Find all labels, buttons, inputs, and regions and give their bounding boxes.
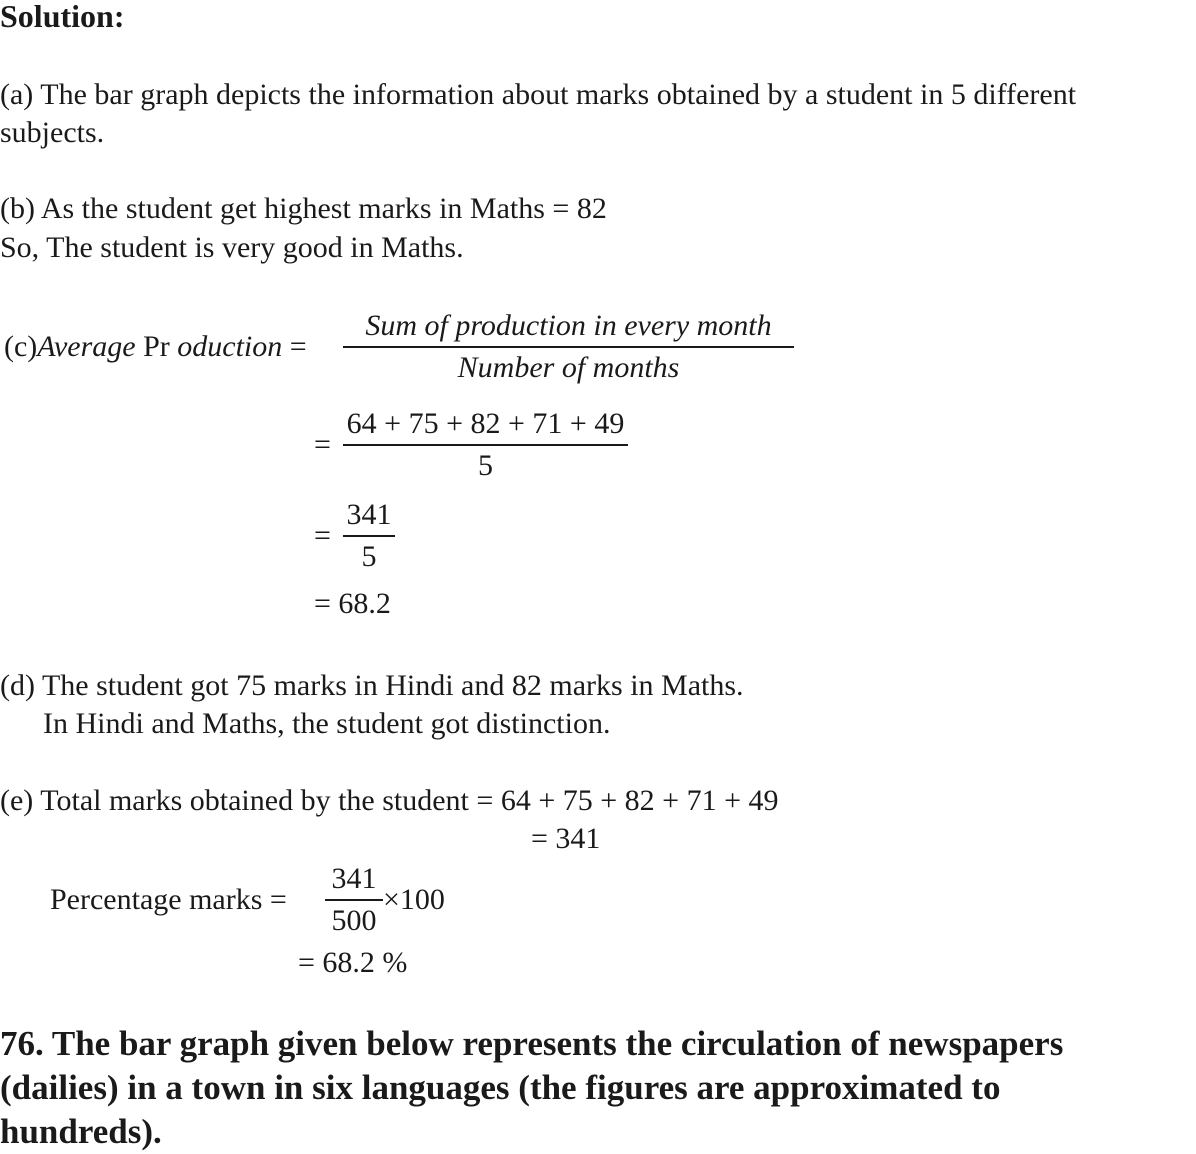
step1-denominator: 5 [478, 449, 493, 482]
part-d-line1: (d) The student got 75 marks in Hindi and 82 marks in Maths. [0, 669, 744, 702]
part-e-line1: (e) Total marks obtained by the student = 64 + 75 + 82 + 71 + 49 [0, 784, 779, 817]
question-76-line2: (dailies) in a town in six languages (the figures are approximated to [0, 1068, 1001, 1107]
step1-fraction [343, 404, 628, 486]
solution-heading: Solution: [0, 0, 125, 34]
part-b-line1: (b) As the student get highest marks in Maths = 82 [0, 192, 607, 225]
step2-fraction [343, 495, 395, 577]
part-e-line2: = 341 [531, 822, 601, 855]
percentage-result: = 68.2 % [298, 946, 408, 979]
formula-numerator: Sum of production in every month [365, 309, 772, 342]
percentage-label: Percentage marks = [50, 883, 287, 916]
step1-equals: = [314, 428, 331, 461]
step2-denominator: 5 [361, 540, 377, 573]
part-c-oduction: oduction [169, 330, 283, 363]
formula-fraction [343, 306, 794, 388]
part-a-line1: (a) The bar graph depicts the information about marks obtained by a student in 5 different [0, 78, 1077, 111]
percentage-fraction [325, 859, 383, 941]
percentage-numerator: 341 [331, 862, 377, 895]
part-b-line2: So, The student is very good in Maths. [0, 231, 464, 264]
percentage-denominator: 500 [331, 904, 377, 937]
part-c-result: = 68.2 [314, 587, 391, 620]
step1-numerator: 64 + 75 + 82 + 71 + 49 [346, 407, 625, 440]
part-a-line2: subjects. [0, 116, 105, 149]
step2-equals: = [314, 519, 331, 552]
question-76-line1: 76. The bar graph given below represents the circulation of newspapers [0, 1024, 1064, 1063]
formula-denominator: Number of months [457, 351, 680, 384]
step2-numerator: 341 [346, 498, 392, 531]
part-c-label: (c) [4, 330, 38, 363]
question-76-line3: hundreds). [0, 1112, 162, 1151]
part-c-average: Average [37, 330, 136, 363]
part-c-lhs [4, 328, 307, 366]
part-d-line2: In Hindi and Maths, the student got distinction. [43, 707, 611, 740]
part-c-pr: Pr [135, 330, 170, 363]
part-c-equals: = [289, 330, 307, 363]
percentage-times: ×100 [383, 883, 445, 916]
